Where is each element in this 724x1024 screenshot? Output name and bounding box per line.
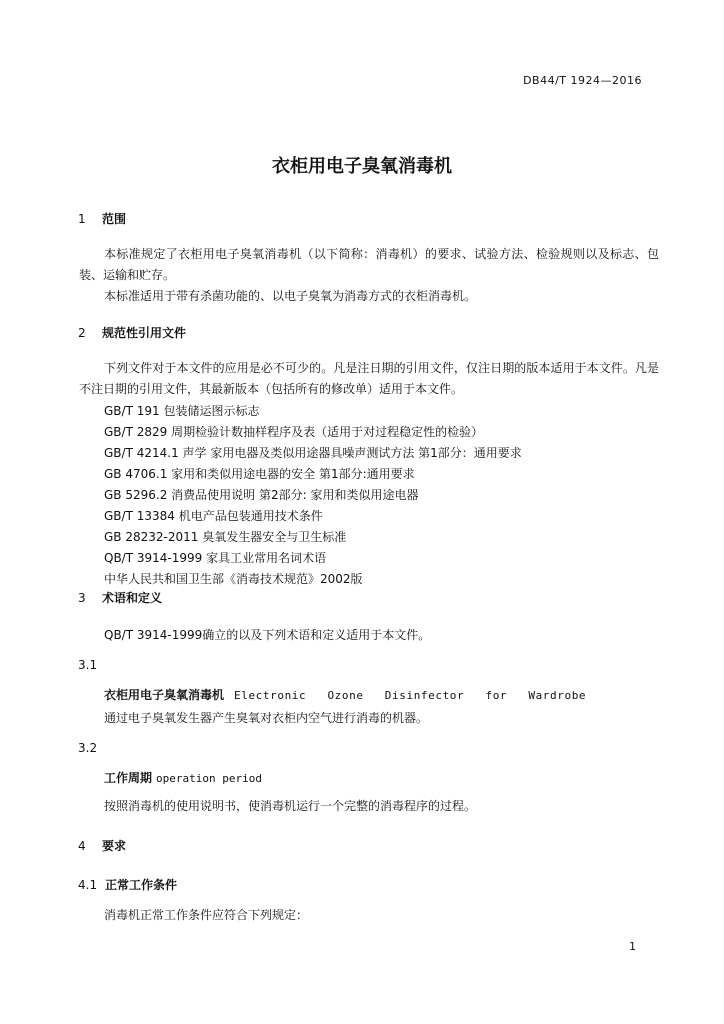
section-title: 正常工作条件 [105,878,178,892]
reference-item: GB/T 4214.1 声学 家用电器及类似用途器具噪声测试方法 第1部分：通用要求 [104,446,522,460]
reference-item: GB 28232-2011 臭氧发生器安全与卫生标准 [104,530,347,544]
references-intro: 下列文件对于本文件的应用是必不可少的。凡是注日期的引用文件，仅注日期的版本适用于本文件。凡是不注日期的引用文件，其最新版本（包括所有的修改单）适用于本文件。 [79,361,659,396]
section-number: 4 [78,839,86,853]
section-number: 3 [78,591,86,605]
reference-item: 中华人民共和国卫生部《消毒技术规范》2002版 [104,572,363,586]
reference-item: GB/T 13384 机电产品包装通用技术条件 [104,509,323,523]
section-4-1-paragraph: 消毒机正常工作条件应符合下列规定： [104,908,309,922]
term-english: Electronic Ozone Disinfector for Wardrobe [234,689,587,702]
section-4-heading [78,837,126,854]
term-chinese: 工作周期 [104,771,153,785]
term-3-2 [104,769,262,786]
term-3-1 [104,686,586,703]
section-number: 2 [78,326,86,340]
section-2-heading [78,324,186,341]
section-number: 4.1 [78,878,98,892]
section-title: 要求 [102,839,127,853]
term-3-1-number: 3.1 [78,658,98,672]
reference-item: GB 4706.1 家用和类似用途电器的安全 第1部分:通用要求 [104,467,415,481]
reference-item: QB/T 3914-1999 家具工业常用名词术语 [104,551,327,565]
term-3-2-number: 3.2 [78,741,98,755]
term-3-2-definition: 按照消毒机的使用说明书，使消毒机运行一个完整的消毒程序的过程。 [104,799,477,813]
document-title: 衣柜用电子臭氧消毒机 [272,156,452,177]
term-3-1-definition: 通过电子臭氧发生器产生臭氧对衣柜内空气进行消毒的机器。 [104,711,429,725]
terms-intro: QB/T 3914-1999确立的以及下列术语和定义适用于本文件。 [104,628,431,642]
reference-item: GB/T 191 包装储运图示标志 [104,404,260,418]
standard-code: DB44/T 1924—2016 [523,74,642,87]
section-4-1-heading [78,876,177,893]
scope-paragraph-2: 本标准适用于带有杀菌功能的、以电子臭氧为消毒方式的衣柜消毒机。 [104,289,477,303]
section-title: 规范性引用文件 [102,326,187,340]
section-3-heading [78,589,162,606]
section-title: 范围 [102,212,127,226]
page-number: 1 [629,940,636,953]
section-1-heading [78,210,126,227]
reference-item: GB/T 2829 周期检验计数抽样程序及表（适用于对过程稳定性的检验） [104,425,484,439]
term-chinese: 衣柜用电子臭氧消毒机 [104,688,225,702]
scope-paragraph-1: 本标准规定了衣柜用电子臭氧消毒机（以下简称：消毒机）的要求、试验方法、检验规则以及标志、包装、运输和贮存。 [79,247,659,282]
section-title: 术语和定义 [102,591,163,605]
reference-item: GB 5296.2 消费品使用说明 第2部分: 家用和类似用途电器 [104,488,419,502]
term-english: operation period [156,772,262,785]
section-number: 1 [78,212,86,226]
